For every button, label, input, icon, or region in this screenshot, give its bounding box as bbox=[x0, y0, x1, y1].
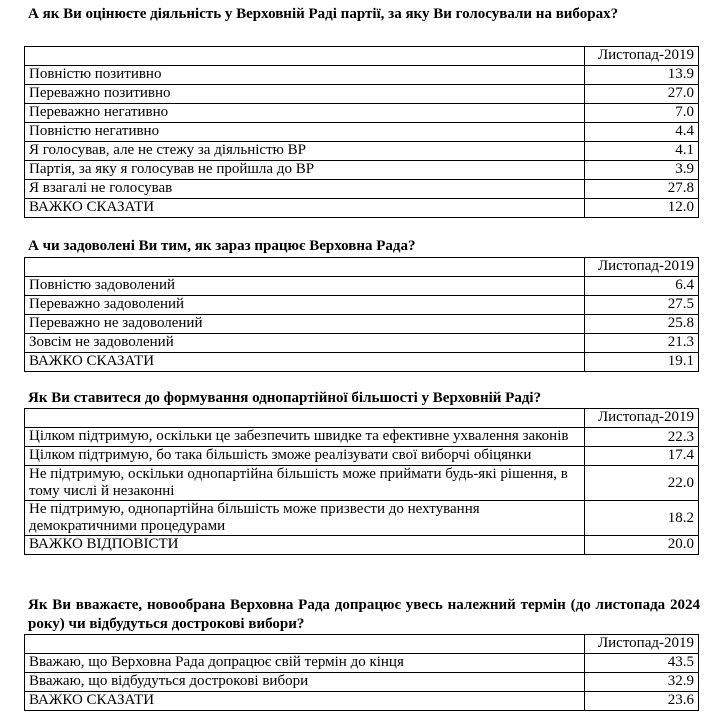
row-value: 12.0 bbox=[585, 199, 699, 218]
table-row bbox=[25, 501, 699, 536]
table-row bbox=[25, 104, 699, 123]
column-header-period: Листопад-2019 bbox=[585, 258, 699, 277]
table-row bbox=[25, 315, 699, 334]
table-1 bbox=[24, 46, 699, 218]
row-label: Переважно негативно bbox=[25, 104, 585, 123]
row-label: Переважно не задоволений bbox=[25, 315, 585, 334]
column-header-period: Листопад-2019 bbox=[585, 409, 699, 428]
row-label: Вважаю, що відбудуться дострокові вибори bbox=[25, 673, 585, 692]
row-label: ВАЖКО СКАЗАТИ bbox=[25, 692, 585, 711]
question-3: Як Ви ставитеся до формування однопартійної більшості у Верховній Раді? bbox=[28, 390, 542, 406]
table-header-row bbox=[25, 635, 699, 654]
row-label: ВАЖКО СКАЗАТИ bbox=[25, 199, 585, 218]
table-row bbox=[25, 142, 699, 161]
row-value: 27.5 bbox=[585, 296, 699, 315]
table-2 bbox=[24, 257, 699, 372]
table-row bbox=[25, 466, 699, 501]
row-value: 22.0 bbox=[585, 466, 699, 501]
column-header-period: Листопад-2019 bbox=[585, 47, 699, 66]
row-label: ВАЖКО СКАЗАТИ bbox=[25, 353, 585, 372]
row-value: 27.0 bbox=[585, 85, 699, 104]
header-empty-cell bbox=[25, 47, 585, 66]
table-4 bbox=[24, 634, 699, 711]
table-header-row bbox=[25, 47, 699, 66]
row-value: 21.3 bbox=[585, 334, 699, 353]
question-2: А чи задоволені Ви тим, як зараз працює Верховна Рада? bbox=[28, 238, 416, 254]
table-row bbox=[25, 123, 699, 142]
row-value: 32.9 bbox=[585, 673, 699, 692]
row-label: Цілком підтримую, оскільки це забезпечить швидке та ефективне ухвалення законів bbox=[25, 428, 585, 447]
row-label: ВАЖКО ВІДПОВІСТИ bbox=[25, 536, 585, 555]
row-value: 19.1 bbox=[585, 353, 699, 372]
table-row bbox=[25, 161, 699, 180]
table-header-row bbox=[25, 409, 699, 428]
question-1: А як Ви оцінюєте діяльність у Верховній Раді партії, за яку Ви голосували на виборах? bbox=[28, 6, 619, 22]
table-row bbox=[25, 654, 699, 673]
table-row bbox=[25, 277, 699, 296]
row-label: Повністю позитивно bbox=[25, 66, 585, 85]
table-row bbox=[25, 66, 699, 85]
row-value: 3.9 bbox=[585, 161, 699, 180]
table-header-row bbox=[25, 258, 699, 277]
table-row bbox=[25, 296, 699, 315]
question-4: Як Ви вважаєте, новообрана Верховна Рада допрацює увесь належний термін (до листопада 2024 року) чи відбудуться дострокові вибори? bbox=[28, 597, 700, 632]
table-3 bbox=[24, 408, 699, 555]
row-label: Вважаю, що Верховна Рада допрацює свій термін до кінця bbox=[25, 654, 585, 673]
table-row bbox=[25, 85, 699, 104]
table-row bbox=[25, 180, 699, 199]
column-header-period: Листопад-2019 bbox=[585, 635, 699, 654]
row-value: 23.6 bbox=[585, 692, 699, 711]
row-label: Партія, за яку я голосував не пройшла до ВР bbox=[25, 161, 585, 180]
row-value: 18.2 bbox=[585, 501, 699, 536]
row-label: Не підтримую, однопартійна більшість може призвести до нехтування демократичними процедурами bbox=[25, 501, 585, 536]
table-row bbox=[25, 447, 699, 466]
row-label: Не підтримую, оскільки однопартійна більшість може приймати будь-які рішення, в тому числі й незаконні bbox=[25, 466, 585, 501]
row-label: Я взагалі не голосував bbox=[25, 180, 585, 199]
header-empty-cell bbox=[25, 635, 585, 654]
row-value: 22.3 bbox=[585, 428, 699, 447]
row-label: Переважно задоволений bbox=[25, 296, 585, 315]
row-label: Я голосував, але не стежу за діяльністю ВР bbox=[25, 142, 585, 161]
table-row bbox=[25, 673, 699, 692]
row-label: Повністю негативно bbox=[25, 123, 585, 142]
row-value: 20.0 bbox=[585, 536, 699, 555]
row-label: Переважно позитивно bbox=[25, 85, 585, 104]
row-label: Зовсім не задоволений bbox=[25, 334, 585, 353]
row-value: 17.4 bbox=[585, 447, 699, 466]
header-empty-cell bbox=[25, 409, 585, 428]
row-value: 4.4 bbox=[585, 123, 699, 142]
table-row bbox=[25, 334, 699, 353]
row-value: 27.8 bbox=[585, 180, 699, 199]
table-row bbox=[25, 428, 699, 447]
row-value: 4.1 bbox=[585, 142, 699, 161]
table-row bbox=[25, 692, 699, 711]
table-row bbox=[25, 353, 699, 372]
table-row bbox=[25, 199, 699, 218]
table-row bbox=[25, 536, 699, 555]
row-value: 43.5 bbox=[585, 654, 699, 673]
row-value: 13.9 bbox=[585, 66, 699, 85]
row-value: 6.4 bbox=[585, 277, 699, 296]
row-label: Повністю задоволений bbox=[25, 277, 585, 296]
row-label: Цілком підтримую, бо така більшість зможе реалізувати свої виборчі обіцянки bbox=[25, 447, 585, 466]
row-value: 7.0 bbox=[585, 104, 699, 123]
header-empty-cell bbox=[25, 258, 585, 277]
row-value: 25.8 bbox=[585, 315, 699, 334]
